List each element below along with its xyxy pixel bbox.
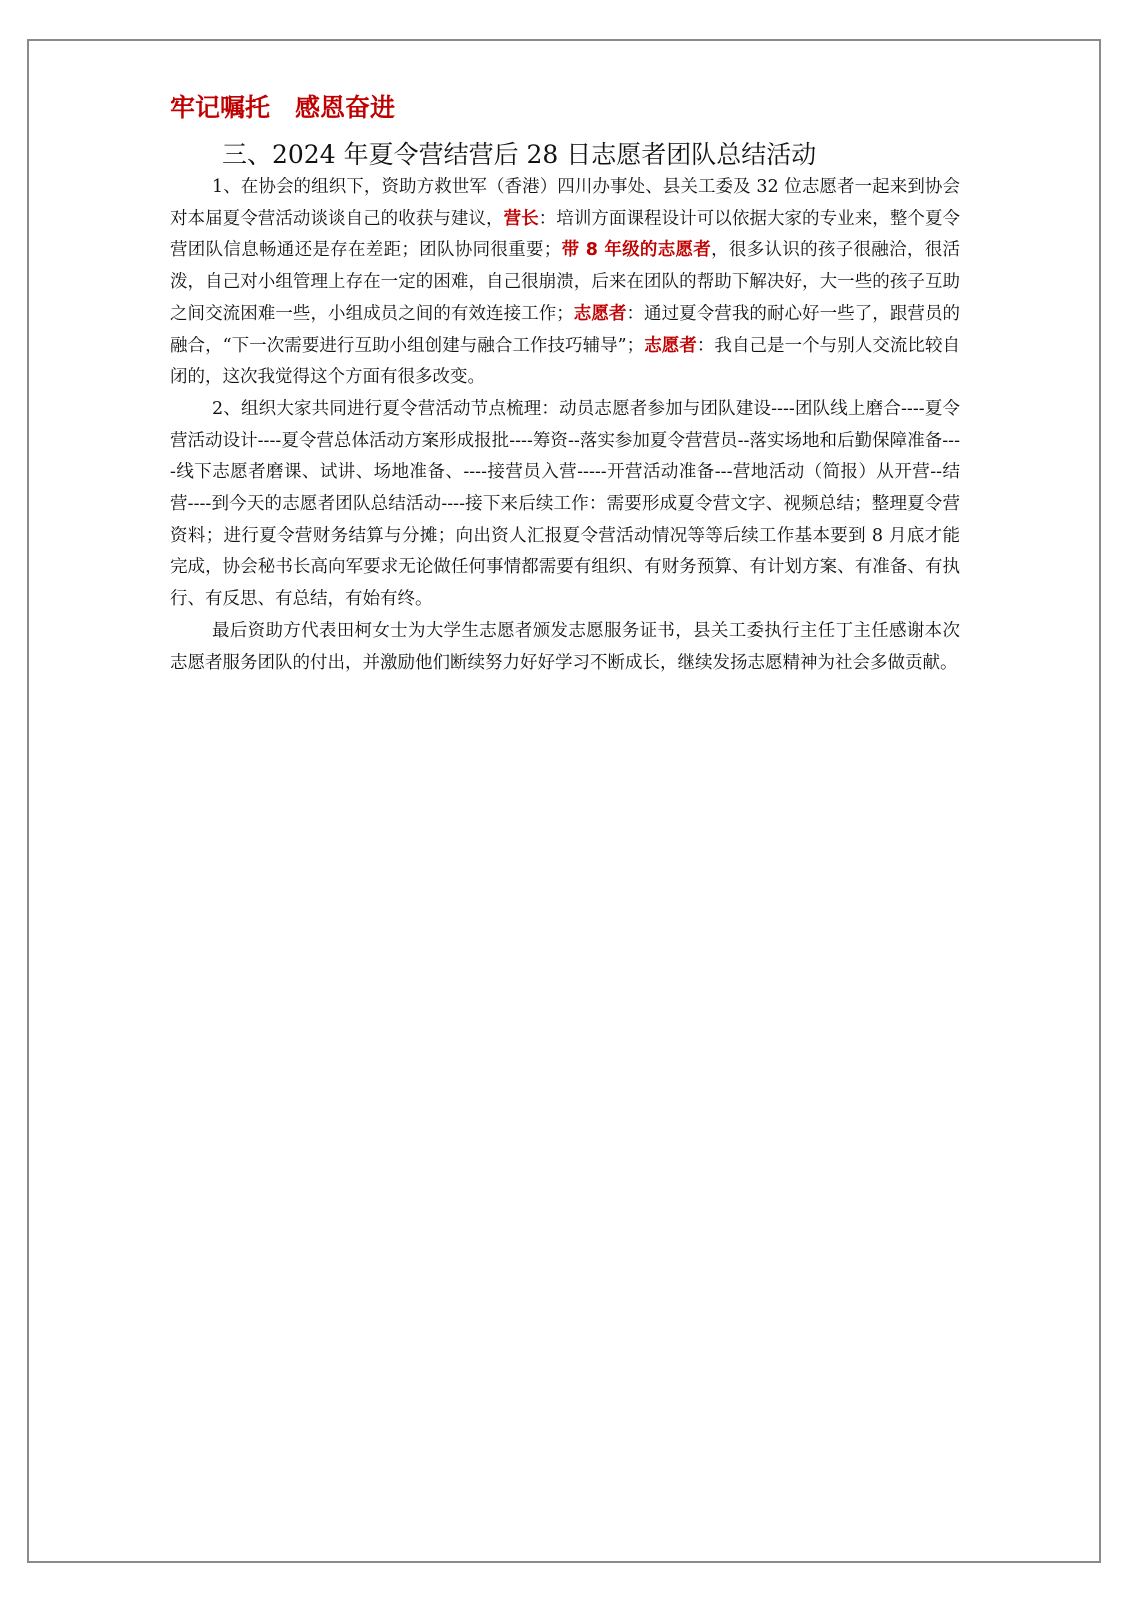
speaker-label-volunteer: 志愿者 (573, 303, 627, 324)
paragraph-text: ：通过夏令营我的耐心好一些了，跟营员的融合，“下一次需要进行互助小组创建与融合工作技巧辅导”； (170, 303, 961, 356)
section-title: 三、2024 年夏令营结营后 28 日志愿者团队总结活动 (222, 140, 817, 169)
document-body (170, 172, 960, 679)
paragraph-text: ：培训方面课程设计可以依据大家的专业来，整个夏令营团队信息畅通还是存在差距；团队协同很重要； (170, 208, 961, 261)
paragraph-text: 1、在协会的组织下，资助方救世军（香港）四川办事处、县关工委及 32 位志愿者一起来到协会对本届夏令营活动谈谈自己的收获与建议， (170, 177, 960, 229)
speaker-label-grade8-volunteer: 带 8 年级的志愿者 (561, 240, 712, 261)
paragraph-text: ：我自己是一个与别人交流比较自闭的，这次我觉得这个方面有很多改变。 (170, 335, 961, 388)
paragraph-text: ，很多认识的孩子很融洽，很活泼，自己对小组管理上存在一定的困难，自己很崩溃，后来在团队的帮助下解决好，大一些的孩子互助之间交流困难一些，小组成员之间的有效连接工作； (170, 240, 961, 324)
paragraph-milestones: 2、组织大家共同进行夏令营活动节点梳理：动员志愿者参加与团队建设----团队线上磨合----夏令营活动设计----夏令营总体活动方案形成报批----筹资--落实参加夏令营营员--落实场地和后勤保障准备----线下志愿者磨课、试讲、场地准备、----接营员入营-----开营活动准备---营地活动（简报）从开营--结营----到今天的志愿者团队总结活动----接下来后续工作：需要形成夏令营文字、视频总结；整理夏令营资料；进行夏令营财务结算与分摊；向出资人汇报夏令营活动情况等等后续工作基本要到 8 月底才能完成，协会秘书长高向军要求无论做任何事情都需要有组织、有财务预算、有计划方案、有准备、有执行、有反思、有总结，有始有终。 (170, 398, 960, 610)
paragraph-feedback (170, 172, 960, 394)
header-title: 牢记嘱托 感恩奋进 (170, 93, 396, 122)
paragraph-closing: 最后资助方代表田柯女士为大学生志愿者颁发志愿服务证书，县关工委执行主任丁主任感谢本次志愿者服务团队的付出，并激励他们断续努力好好学习不断成长，继续发扬志愿精神为社会多做贡献。 (170, 620, 960, 673)
speaker-label-volunteer: 志愿者 (644, 335, 697, 356)
speaker-label-camp-leader: 营长 (503, 208, 539, 229)
